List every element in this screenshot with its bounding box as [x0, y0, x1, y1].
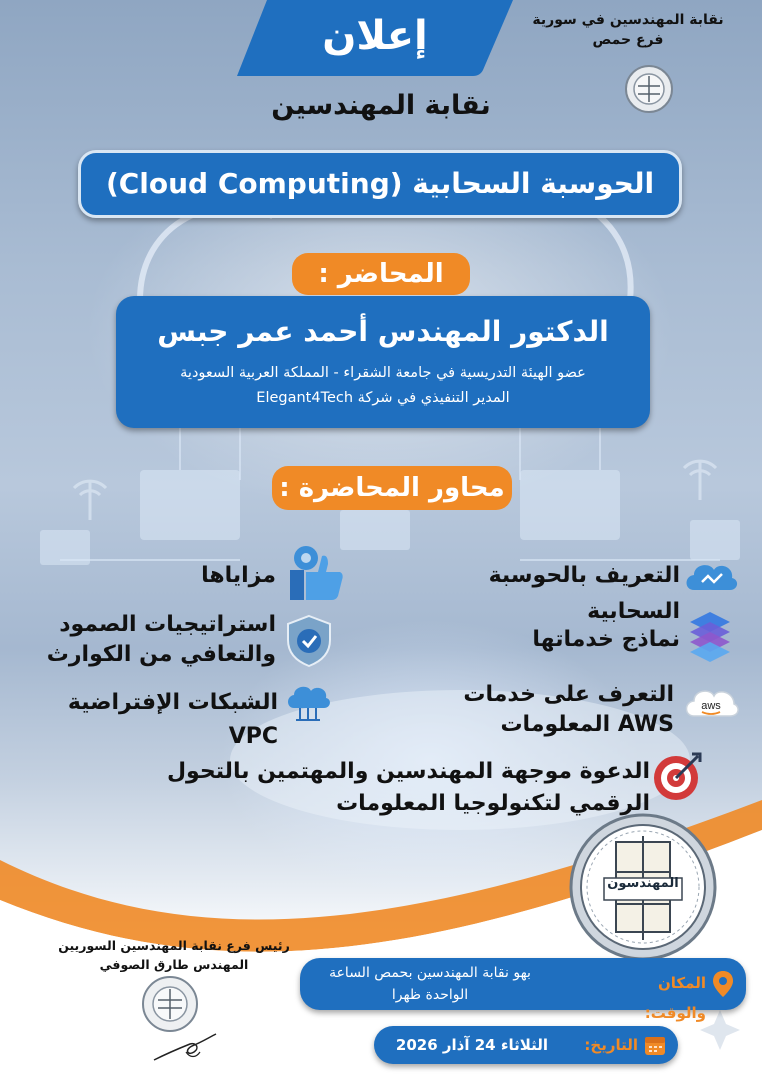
topic-item: [384, 676, 744, 740]
signature-block: [44, 936, 304, 974]
signature-name: المهندس طارق الصوفي: [99, 957, 249, 972]
signature-stamp: [140, 974, 200, 1034]
network-cloud-icon: [284, 682, 332, 726]
topic-item: [18, 540, 348, 606]
aws-icon: [682, 682, 740, 722]
topics-heading: [272, 466, 512, 510]
venue-label: المكان والوقت:: [644, 974, 706, 1022]
lecturer-box: [116, 296, 650, 428]
topic-item: [384, 548, 744, 624]
topic-text: التعرف على خدمات AWS المعلومات: [463, 682, 674, 737]
topic-item: [384, 608, 744, 668]
date-box: [374, 1026, 678, 1064]
shield-check-icon: [284, 614, 334, 668]
lecturer-heading-text: المحاضر :: [318, 259, 444, 289]
topic-text: استراتيجيات الصمود والتعافي من الكوارث: [46, 612, 276, 667]
thumbs-up-icon: [284, 542, 346, 604]
location-pin-icon: [712, 970, 734, 998]
lecturer-name: الدكتور المهندس أحمد عمر جبس: [157, 315, 609, 348]
topic-box: [78, 150, 682, 218]
cloud-icon: [682, 556, 738, 596]
lecturer-role: المدير التنفيذي في شركة Elegant4Tech: [256, 390, 510, 406]
syndicate-line2: فرع حمص: [592, 32, 664, 48]
announcement-title: إعلان: [322, 13, 428, 59]
topic-text: مزاياها: [201, 563, 276, 588]
announcement-tab: [237, 0, 513, 76]
lecturer-affiliation: عضو الهيئة التدريسية في جامعة الشقراء - المملكة العربية السعودية: [180, 365, 586, 381]
svg-text:aws: aws: [701, 700, 721, 712]
venue-value: بهو نقابة المهندسين بحمص الساعة الواحدة ظهرا: [329, 965, 531, 1003]
invitation-text: الدعوة موجهة المهندسين والمهتمين بالتحول الرقمي لتكنولوجيا المعلومات: [166, 759, 650, 816]
topic-item: [18, 610, 336, 674]
topic-title: الحوسبة السحابية (Cloud Computing): [105, 167, 655, 200]
syndicate-name: [508, 10, 748, 50]
seal-text: المهندسون: [607, 876, 679, 891]
venue-box: [300, 958, 746, 1022]
date-value: الثلاثاء 24 آذار 2026: [395, 1036, 549, 1054]
topic-text: التعريف بالحوسبة السحابية: [488, 563, 680, 624]
handwritten-signature: [150, 1030, 220, 1066]
topic-item: [18, 682, 336, 749]
syndicate-line1: نقابة المهندسين في سورية: [532, 12, 724, 28]
topics-heading-text: محاور المحاضرة :: [279, 473, 505, 503]
layers-icon: [688, 610, 732, 666]
calendar-icon: [644, 1034, 666, 1056]
target-icon: [652, 750, 704, 802]
topic-text: نماذج خدماتها: [532, 627, 680, 652]
date-label: التاريخ:: [584, 1036, 638, 1054]
topic-text: الشبكات الإفتراضية VPC: [67, 690, 278, 749]
syndicate-seal-small: [624, 64, 674, 114]
signature-title: رئيس فرع نقابة المهندسين السوريين: [58, 938, 290, 953]
lecturer-heading: [292, 253, 470, 295]
subtitle: نقابة المهندسين: [271, 90, 491, 121]
